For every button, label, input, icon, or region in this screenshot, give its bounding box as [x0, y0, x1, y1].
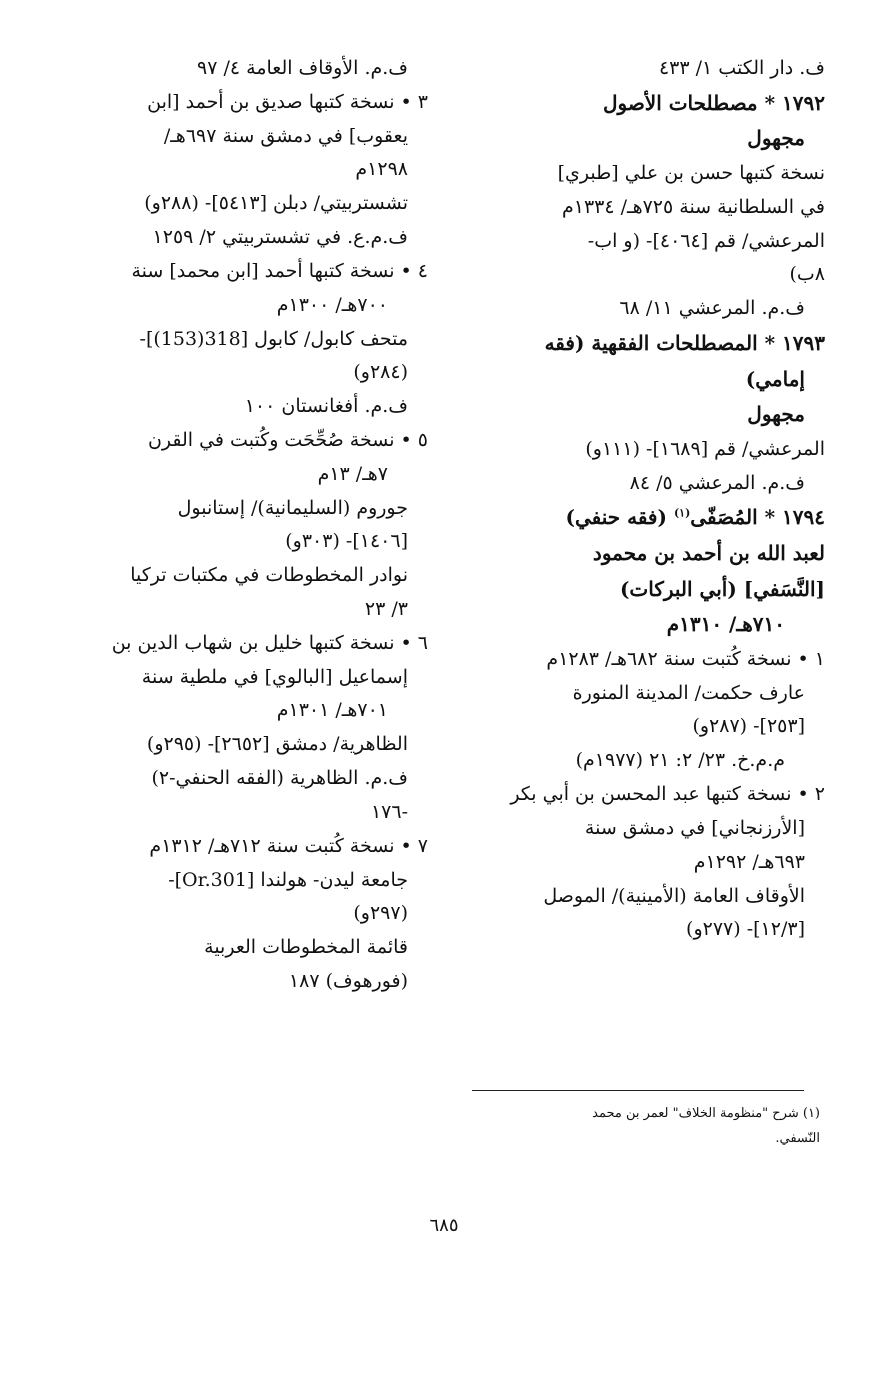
text-line: الظاهرية/ دمشق [٢٦٥٢]- (٢٩٥و): [146, 733, 408, 756]
text-line: نوادر المخطوطات في مكتبات تركيا: [130, 564, 408, 587]
footnote-marker: (١): [673, 506, 691, 520]
footnote-line: (١) شرح "منظومة الخلاف" لعمر بن محمد: [592, 1106, 820, 1121]
footnote: [470, 1102, 820, 1151]
copy-item: ٦ • نسخة كتبها خليل بن شهاب الدين بن: [111, 631, 428, 654]
text-line: عارف حكمت/ المدينة المنورة: [572, 681, 805, 704]
copy-item: ٢ • نسخة كتبها عبد المحسن بن أبي بكر: [510, 783, 825, 806]
text-line: ٧٠١هـ/ ١٣٠١م: [276, 699, 388, 722]
text-line: [الأرزنجاني] في دمشق سنة: [584, 816, 805, 839]
text-line: [١٢/٣]- (٢٧٧و): [686, 918, 805, 941]
text-line: ف.م. المرعشي ٥/ ٨٤: [629, 471, 805, 494]
text-line: ٣/ ٢٣: [364, 598, 408, 620]
text-line: [٢٥٣]- (٢٨٧و): [692, 715, 805, 738]
text-line: (٢٩٧و): [353, 902, 408, 925]
entry-subject: (فقه حنفي): [565, 505, 667, 530]
author-dates: ٧١٠هـ/ ١٣١٠م: [666, 612, 785, 637]
entry-heading-1794: [470, 500, 825, 536]
text-line: ١٢٩٨م: [355, 158, 408, 181]
text-line: يعقوب] في دمشق سنة ٦٩٧هـ/: [163, 124, 408, 147]
copy-item: ٧ • نسخة كُتبت سنة ٧١٢هـ/ ١٣١٢م: [149, 834, 428, 857]
author-line: مجهول: [747, 126, 805, 151]
text-line: في السلطانية سنة ٧٢٥هـ/ ١٣٣٤م: [561, 195, 825, 218]
author-line: [النَّسَفي] (أبي البركات): [619, 576, 825, 601]
text-line: قائمة المخطوطات العربية: [204, 936, 408, 959]
entry-heading-1793: ١٧٩٣ * المصطلحات الفقهية (فقه: [544, 331, 825, 356]
text-line: ف.م.ع. في تشستربيتي ٢/ ١٢٥٩: [152, 226, 408, 249]
footnote-divider: [472, 1090, 804, 1091]
copy-item: ٥ • نسخة صُحِّحَت وكُتبت في القرن: [147, 428, 428, 451]
text-line: متحف كابول/ كابول [318(153)]-: [139, 327, 408, 350]
text-line: نسخة كتبها حسن بن علي [طبري]: [557, 162, 825, 184]
text-line: تشستربيتي/ دبلن [٥٤١٣]- (٢٨٨و): [144, 192, 408, 215]
text-line: م.م.خ. ٢٣/ ٢: ٢١ (١٩٧٧م): [575, 749, 785, 772]
text-line: ٦٩٣هـ/ ١٢٩٢م: [693, 850, 805, 873]
text-line: ٨ب): [789, 263, 825, 286]
text-line: ف.م. الظاهرية (الفقه الحنفي-٢): [151, 767, 408, 790]
page-number: ٦٨٥: [429, 1215, 459, 1236]
author-line: لعبد الله بن أحمد بن محمود: [592, 541, 825, 566]
copy-item: ٣ • نسخة كتبها صديق بن أحمد [ابن: [147, 90, 428, 113]
text-line: ف.م. الأوقاف العامة ٤/ ٩٧: [197, 57, 408, 79]
entry-heading-1792: ١٧٩٢ * مصطلحات الأصول: [602, 90, 825, 115]
text-line: ف.م. أفغانستان ١٠٠: [244, 395, 408, 418]
text-line: إسماعيل [البالوي] في ملطية سنة: [141, 665, 408, 688]
text-line: (فورهوف) ١٨٧: [288, 969, 408, 992]
text-line: [١٤٠٦]- (٣٠٣و): [285, 530, 408, 553]
copy-item: ١ • نسخة كُتبت سنة ٦٨٢هـ/ ١٢٨٣م: [546, 647, 825, 670]
right-column: [470, 52, 825, 947]
text-line: -١٧٦: [370, 800, 408, 823]
author-line: مجهول: [747, 402, 805, 427]
left-column: [80, 52, 428, 999]
footnote-line: النّسفي.: [775, 1130, 820, 1146]
text-line: إمامي): [745, 366, 805, 391]
text-line: (٢٨٤و): [353, 361, 408, 384]
text-line: المرعشي/ قم [١٦٨٩]- (١١١و): [585, 437, 825, 460]
copy-item: ٤ • نسخة كتبها أحمد [ابن محمد] سنة: [131, 259, 428, 282]
text-line: المرعشي/ قم [٤٠٦٤]- (و اب-: [587, 229, 825, 252]
text-line: جامعة ليدن- هولندا [Or.301]-: [168, 868, 408, 891]
text-line: ٧٠٠هـ/ ١٣٠٠م: [276, 293, 388, 316]
text-line: ف. دار الكتب ١/ ٤٣٣: [658, 57, 825, 79]
entry-title: ١٧٩٤ * المُصَفّى: [690, 505, 825, 530]
text-line: جوروم (السليمانية)/ إستانبول: [177, 496, 408, 519]
text-line: ٧هـ/ ١٣م: [317, 462, 388, 485]
text-line: ف.م. المرعشي ١١/ ٦٨: [619, 297, 805, 320]
text-line: الأوقاف العامة (الأمينية)/ الموصل: [543, 884, 805, 907]
